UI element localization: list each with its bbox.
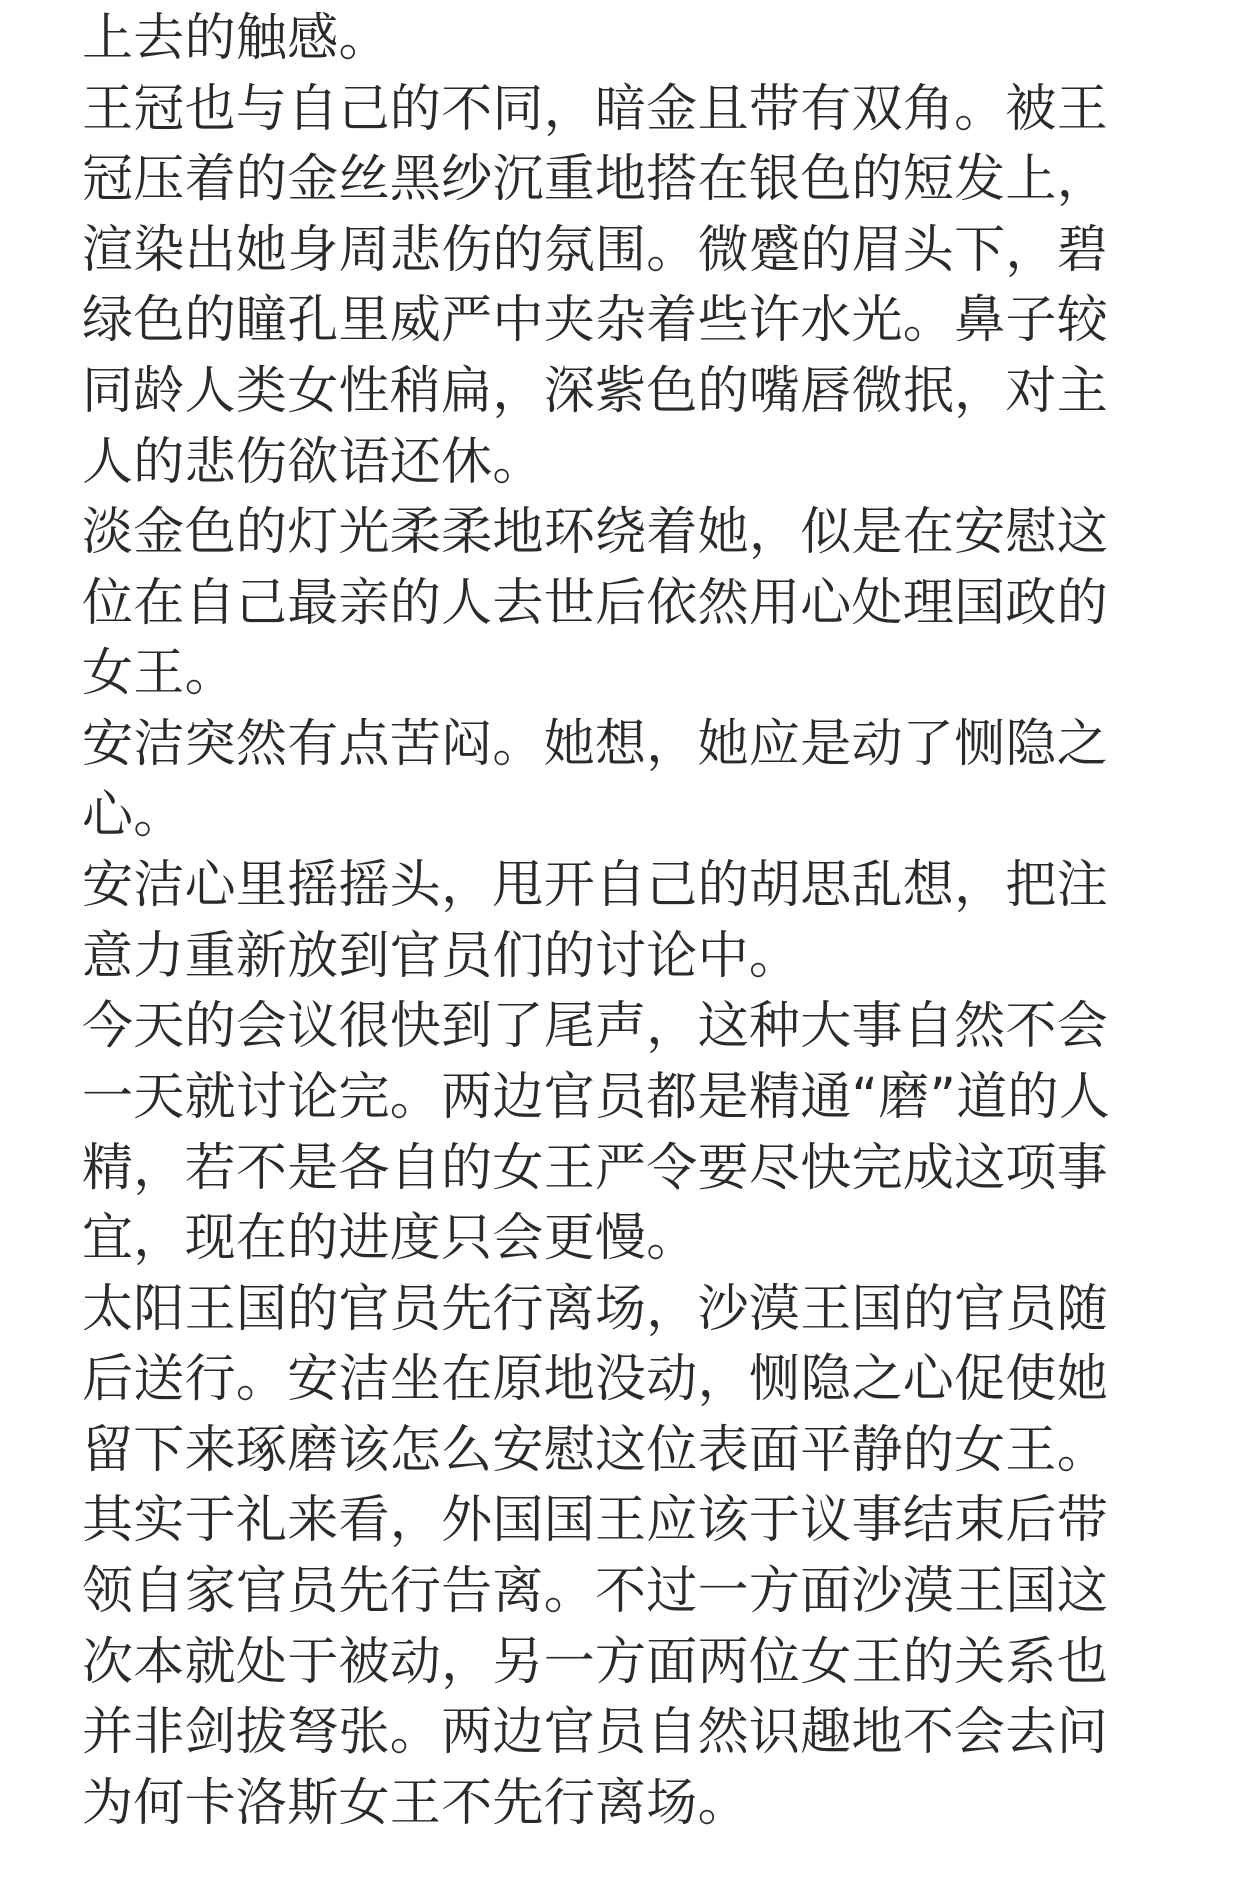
text-line: 并非剑拔弩张。两边官员自然识趣地不会去问 bbox=[82, 1703, 1109, 1763]
text-line: 心。 bbox=[82, 785, 185, 845]
text-line: 绿色的瞳孔里威严中夹杂着些许水光。鼻子较 bbox=[82, 291, 1109, 351]
text-line: 精，若不是各自的女王严令要尽快完成这项事 bbox=[82, 1138, 1109, 1198]
text-line: 为何卡洛斯女王不先行离场。 bbox=[82, 1773, 749, 1833]
text-line: 人的悲伤欲语还休。 bbox=[82, 432, 544, 492]
text-line: 宜，现在的进度只会更慢。 bbox=[82, 1209, 698, 1269]
text-line: 领自家官员先行告离。不过一方面沙漠王国这 bbox=[82, 1562, 1109, 1622]
text-line: 后送行。安洁坐在原地没动，恻隐之心促使她 bbox=[82, 1350, 1109, 1410]
text-line: 王冠也与自己的不同，暗金且带有双角。被王 bbox=[82, 79, 1109, 139]
article-text bbox=[82, 4, 1172, 1839]
text-line: 留下来琢磨该怎么安慰这位表面平静的女王。 bbox=[82, 1420, 1109, 1480]
text-line: 上去的触感。 bbox=[82, 9, 390, 68]
text-line: 安洁心里摇摇头，甩开自己的胡思乱想，把注 bbox=[82, 856, 1109, 916]
text-line: 同龄人类女性稍扁，深紫色的嘴唇微抿，对主 bbox=[82, 361, 1109, 421]
text-line: 其实于礼来看，外国国王应该于议事结束后带 bbox=[82, 1491, 1109, 1551]
text-line: 今天的会议很快到了尾声，这种大事自然不会 bbox=[82, 997, 1109, 1057]
text-line: 次本就处于被动，另一方面两位女王的关系也 bbox=[82, 1632, 1109, 1692]
text-line: 女王。 bbox=[82, 644, 236, 704]
text-line: 淡金色的灯光柔柔地环绕着她，似是在安慰这 bbox=[82, 503, 1109, 563]
text-line: 一天就讨论完。两边官员都是精通“磨”道的人 bbox=[82, 1067, 1111, 1127]
text-line: 冠压着的金丝黑纱沉重地搭在银色的短发上， bbox=[82, 150, 1109, 210]
text-line: 渲染出她身周悲伤的氛围。微蹙的眉头下，碧 bbox=[82, 220, 1109, 280]
text-line: 位在自己最亲的人去世后依然用心处理国政的 bbox=[82, 573, 1109, 633]
text-line: 意力重新放到官员们的讨论中。 bbox=[82, 926, 801, 986]
text-line: 安洁突然有点苦闷。她想，她应是动了恻隐之 bbox=[82, 714, 1109, 774]
text-line: 太阳王国的官员先行离场，沙漠王国的官员随 bbox=[82, 1279, 1109, 1339]
